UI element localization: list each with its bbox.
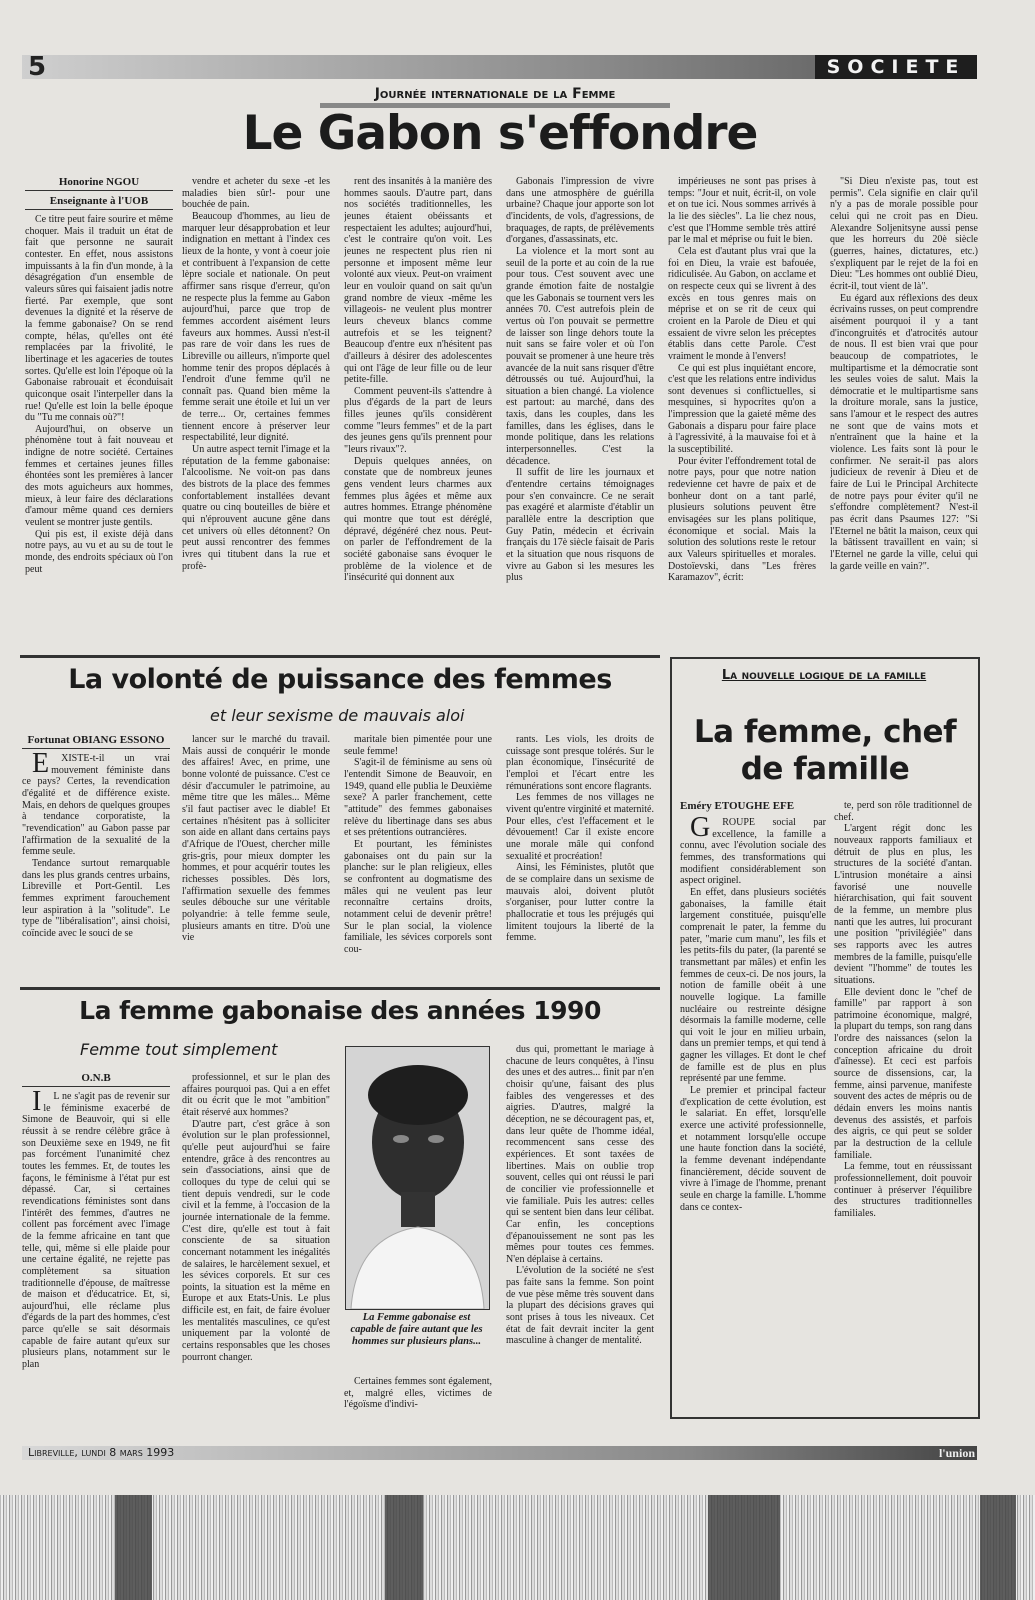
paragraph: D'autre part, c'est grâce à son évolution sur le plan professionnel, qu'elle peut aujourd'hui se faire entendre, grâce à des rencontres au sein d'associations, ainsi que de colloques du type de celui qui se tient depuis vendredi, sur le code civil et la femme, à l'occasion de la journée internationale de la femme. C'est dire, qu'elle est tout à fait consciente de sa situation concernant notamment les inégalités de salaires, le harcèlement sexuel, et les sévices corporels. Et sur ces points, la situation est la même en Europe et aux Etats-Unis. Le plus difficile est, en fait, de faire évoluer les mentalités masculines, ce qu'est uniquement par la volonté de certains responsables que les choses pourront changer. <box>182 1118 330 1363</box>
article1-column-3 <box>344 176 492 646</box>
article2-headline: La volonté de puissance des femmes <box>68 664 612 695</box>
divider <box>20 655 660 658</box>
article-text <box>25 214 173 575</box>
paragraph: Un autre aspect ternit l'image et la réputation de la femme gabonaise: l'alcoolisme. Ne voit-on pas dans des bistrots de la place des femmes confortablement installées devant quatre ou cinq bouteilles de bière et qui n'éprouvent aucune gêne dans cet univers où elles détonnent? On peut aussi rencontrer des femmes ivres qui titubent dans la rue et profè- <box>182 444 330 572</box>
article-text <box>182 734 330 944</box>
scan-noise <box>0 1495 1035 1600</box>
article-text <box>680 812 826 1213</box>
article2-subtitle: et leur sexisme de mauvais aloi <box>210 706 465 725</box>
paragraph: Depuis quelques années, on constate que de nombreux jeunes gens vendent leurs charmes aux femmes plus âgées et même aux autres hommes. Etrange phénomène qui montre que tout est déréglé, dépravé, dégénéré chez nous. Peut-on parler de l'effondrement de la société gabonaise sans évoquer le problème de la violence et de l'insécurité qui donnent aux <box>344 455 492 584</box>
article1-column-6 <box>830 176 978 646</box>
article-text <box>506 734 654 944</box>
paragraph: Aujourd'hui, on observe un phénomène tout à fait nouveau et indigne de notre société. Certaines femmes et certaines jeunes filles éhontées sont les premières à lancer des mots aguicheurs aux hommes, mieux, à leur faire des déclarations d'amour même quand ces derniers veulent se montrer juste gentils. <box>25 423 173 529</box>
paragraph: Cela est d'autant plus vrai que la foi en Dieu, la vraie est bafouée, ridiculisée. Au Gabon, on acclame et on respecte ceux qui se livrent à des excès en tous genres mais on méprise et on se rit de ceux qui croient en la Parole de Dieu et qui essaient de vivre selon les préceptes établis dans cette Parole. C'est vraiment le monde à l'envers! <box>668 245 816 362</box>
paragraph: rent des insanités à la manière des hommes saouls. D'autre part, dans nos sociétés traditionnelles, les jeunes étaient obéissants et respectaient les adultes; aujourd'hui, c'est le contraire qu'on voit. Les jeunes ne respectent plus rien ni personne et imposent même leur volonté aux vieux. Peut-on vraiment leur en vouloir quand on sait qu'un grand nombre de vieux -même les villageois- ne veulent plus montrer leurs cheveux blancs comme autrefois et se les teignent? Beaucoup d'entre eux n'hésitent pas d'ailleurs à désirer des adolescentes qui ont l'âge de leur fille ou de leur petite-fille. <box>344 176 492 386</box>
article2-column-4 <box>506 734 654 979</box>
article4-column-1 <box>680 800 826 1412</box>
article1-author: Honorine NGOU <box>25 176 173 191</box>
scan-stripe <box>115 1495 152 1600</box>
paragraph: GROUPE social par excellence, la famille a connu, avec l'évolution sociale des femmes, des transformations qui modifient considérablement son aspect originel. <box>680 812 826 887</box>
paragraph: Ce qui est plus inquiétant encore, c'est que les relations entre individus sont devenues si conflictuelles, si mesquines, si hypocrites qu'on a l'impression que la gaieté même des Gabonais a disparu pour faire place à l'agressivité, à la mauvaise foi et à la susceptibilité. <box>668 362 816 456</box>
article-text <box>344 1376 492 1411</box>
paragraph: EXISTE-t-il un vrai mouvement féministe dans ce pays? Certes, la revendication d'égalité et de différence existe. Mais, en dehors de quelques groupes à tendance corporatiste, la "revendication" au Gabon passe par l'affirmation de la sexualité de la femme seule. <box>22 748 170 858</box>
paragraph: En effet, dans plusieurs sociétés gabonaises, la famille était largement constituée, puisqu'elle comprenait le pater, la femme du pater, "marie cum manu", les fils et les petits-fils du pater, (la parenté se transmettant par mâles) et enfin les femmes de ceux-ci. De nos jours, la notion de famille obéit à une nouvelle logique. La famille nucléaire ou restreinte désigne désormais la famille moderne, celle qui voit le jour en milieu urbain, dans un premier temps, et qui tend à gagner les villages. Et dont le chef de famille est de plus en plus représenté par une femme. <box>680 886 826 1085</box>
paragraph: Pour éviter l'effondrement total de notre pays, pour que notre nation redevienne cet havre de paix et de bonheur dont on a tant parlé, plusieurs solutions peuvent être envisagées sur les plans politique, économique et social. Mais la solution des solutions reste le retour aux Valeurs spirituelles et morales. Dostoïevski, dans "Les frères Karamazov", écrit: <box>668 455 816 584</box>
article-text <box>344 734 492 955</box>
paragraph: lancer sur le marché du travail. Mais aussi de conquérir le monde des affaires! Avec, en prime, une bonne volonté de puissance. C'est ce désir d'accumuler le patrimoine, au même titre que les mâles... Même s'il faut pactiser avec le diable! Et certaines n'hésitent pas à solliciter son aide en allant dans certains pays d'Afrique de l'Ouest, chercher mille gris-gris, pour mieux dompter les hommes, et pour acquérir toutes les richesses possibles. Dès lors, l'affirmation sexuelle des femmes seules débouche sur une véritable polyandrie: à telle femme seule, plusieurs amants en titre. D'où une vie <box>182 734 330 944</box>
paragraph: Comment peuvent-ils s'attendre à plus d'égards de la part de leurs filles jeunes qu'ils considèrent comme "leurs femmes" et de la part des jeunes gens qu'ils prennent pour "leurs rivaux"?. <box>344 385 492 456</box>
article4-author: Eméry ETOUGHE EFE <box>680 800 795 812</box>
photo-caption: La Femme gabonaise est capable de faire autant que les hommes sur plusieurs plans... <box>350 1312 483 1347</box>
paragraph: maritale bien pimentée pour une seule femme! <box>344 734 492 757</box>
paragraph: Ce titre peut faire sourire et même choquer. Mais il traduit un état de fait que personne ne saurait contester. En effet, nous assistons impuissants à la fin d'un monde, à la désagrégation d'un ensemble de valeurs sûres qui faisaient jadis notre fierté. Par exemple, que sont devenues la dignité et la réserve de la femme gabonaise? On se rend compte, hélas, qu'elles ont été remplacées par la frivolité, le libertinage et les agaceries de toutes sortes. Qu'elle est loin l'époque où la Gabonaise rabrouait et éconduisait quiconque osait l'interpeller dans la rue! Qu'elle est loin la belle époque du "Tu me connais où?"! <box>25 214 173 424</box>
article4-headline: La femme, chef de famille <box>693 714 957 787</box>
article-text <box>22 748 170 940</box>
paragraph: Et pourtant, les féministes gabonaises ont du pain sur la planche: sur le plan religieux, elles se confrontent au dogmatisme des mâles qui ne veulent pas leur reconnaître certains droits, notamment celui de devenir prêtre! Sur le plan social, la violence familiale, les sévices corporels sont cou- <box>344 838 492 955</box>
paragraph: impérieuses ne sont pas prises à temps: "Jour et nuit, écrit-il, on vole et on tue ici. Nous sommes arrivés à la lie des siècles". La lie chez nous, c'est que l'Homme semble très attiré par le mal et méprise ou fuit le bien. <box>668 176 816 246</box>
headline-kicker: Journée internationale de la Femme <box>320 86 670 108</box>
paragraph: Le premier et principal facteur d'explication de cette évolution, est le salariat. En effet, lorsqu'elle exerce une activité professionnelle, et notamment lorsqu'elle occupe une haute fonction dans la société, la femme devenant indépendante financièrement, décide souvent de vivre à l'image de l'homme, prenant seule en charge la famille. L'homme dans ce contex- <box>680 1085 826 1213</box>
paragraph: La femme, tout en réussissant professionnellement, doit pouvoir continuer à préserver l'équilibre des structures traditionnelles familiales. <box>834 1161 972 1219</box>
article3-column-2 <box>182 1072 330 1422</box>
article1-column-1 <box>25 176 173 646</box>
paragraph: Ainsi, les Féministes, plutôt que de se complaire dans un sexisme de mauvais aloi, doivent plutôt s'organiser, pour lutter contre la phallocratie et tous les préjugés qui limitent toujours la liberté de la femme. <box>506 862 654 944</box>
article-text <box>506 1044 654 1347</box>
newspaper-brand: l'union <box>938 1446 975 1460</box>
paragraph: vendre et acheter du sexe -et les maladies bien sûr!- pour une bouchée de pain. <box>182 176 330 211</box>
footer-dateline: Libreville, lundi 8 mars 1993 <box>28 1446 175 1459</box>
paragraph: La violence et la mort sont au seuil de la porte et au coin de la rue pour tous. C'est souvent avec une grande émotion faite de nostalgie que les Gabonais se tournent vers les années 70. C'est autrefois plein de vertus où l'on pouvait se permettre de laisser son linge dehors toute la nuit sans se faire voler et où l'on pouvait se promener à une heure très avancée de la nuit sans risquer d'être détroussés ou tué. Aujourd'hui, la situation a bien changé. La violence est partout: au marché, dans des taxis, dans les couples, dans les familles, dans les églises, dans le monde politique, dans les relations interpersonnelles. C'est la décadence. <box>506 245 654 467</box>
article2-column-3 <box>344 734 492 979</box>
paragraph: Beaucoup d'hommes, au lieu de marquer leur désapprobation et leur indignation en mettant à l'index ces lieux de la honte, y vont à coeur joie et contribuent à l'expansion de cette lèpre sociale et nationale. On peut affirmer sans risque d'erreur, qu'on ne respecte plus la femme au Gabon aujourd'hui, parce que trop de femmes accordent aisément leurs faveurs aux hommes. Aussi n'est-il pas rare de voir dans les rues de Libreville ou ailleurs, n'importe quel homme tenir des propos déplacés à l'endroit d'une femme qu'il ne connaît pas. Quand bien même la femme serait une étoile et lui un ver de terre... Or, certaines femmes tiennent encore à préserver leur respectabilité, leur dignité. <box>182 210 330 444</box>
paragraph: professionnel, et sur le plan des affaires pourquoi pas. Qui a en effet dit ou écrit que le mot "ambition" était réservé aux hommes? <box>182 1072 330 1118</box>
page-number: 5 <box>28 52 47 82</box>
article-text <box>834 800 972 1220</box>
paragraph: L'argent régit donc les nouveaux rapports familiaux et détruit de plus en plus, les structures de la société d'antan. L'intrusion monétaire a ainsi favorisé une nouvelle hiérarchisation, qui fait souvent de la femme, un membre plus nanti que les autres, lui procurant une position "privilégiée" dans ses rapports avec les autres membres de la famille, puisqu'elle devient "l'homme" de toutes les situations. <box>834 823 972 986</box>
paragraph: Elle devient donc le "chef de famille" par rapport à son patrimoine économique, malgré, la plupart du temps, son rang dans l'ordre des naissances (selon la conception africaine du droit d'aînesse). Et ceci est parfois source de dissensions, car, la femme, ainsi parvenue, manifeste souvent des actes de mépris ou de dédain envers les moins nantis devenus des assistés, et parfois des aigris, ce qui peut se solder par la destruction de la cellule familiale. <box>834 986 972 1161</box>
article3-author: O.N.B <box>22 1072 170 1087</box>
article-text <box>830 176 978 572</box>
paragraph: L'évolution de la société ne s'est pas faite sans la femme. Son point de vue pèse même très souvent dans la plupart des décisions graves qui sont prises à tous les niveaux. Cet état de fait devrait inciter la gent masculine à changer de mentalité. <box>506 1265 654 1347</box>
article3-headline: La femme gabonaise des années 1990 <box>79 996 601 1025</box>
scan-stripe <box>980 1495 1016 1600</box>
paragraph: te, perd son rôle traditionnel de chef. <box>834 800 972 823</box>
article2-column-2 <box>182 734 330 979</box>
paragraph: IL ne s'agit pas de revenir sur le féminisme exacerbé de Simone de Beauvoir, qui si elle réussit à se rendre célèbre grâce à son Deuxième sexe en 1949, ne fit pas forcément l'unanimité chez toutes les femmes. Et, de toutes les façons, le féminisme à l'état pur est dépassé. Car, si certaines revendications féministes sont dans l'intérêt des femmes, d'autres ne collent pas forcément avec l'image de la femme africaine en tant que telle, qui, même si elle plaide pour une certaine égalité, ne rejette pas complètement sa situation traditionnelle d'épouse, de maîtresse de maison et d'éducatrice. Et, si, aujourd'hui, elle réclame plus d'égards de la part des hommes, c'est parce qu'elle se sait désormais capable de faire autant qu'eux sur plusieurs plans, notamment sur le plan <box>22 1086 170 1371</box>
article3-subtitle: Femme tout simplement <box>80 1040 278 1059</box>
article3-column-4 <box>506 1044 654 1424</box>
article-text <box>506 176 654 584</box>
paragraph: rants. Les viols, les droits de cuissage sont presque tolérés. Sur le plan économique, l'insécurité de l'emploi et l'écart entre les rémunérations sont encore flagrants. <box>506 734 654 792</box>
article1-author-role: Enseignante à l'UOB <box>25 195 173 210</box>
paragraph: Gabonais l'impression de vivre dans une atmosphère de guérilla urbaine? Chaque jour apporte son lot d'incidents, de vols, d'agressions, de braquages, de rapts, de prélèvements d'organes, d'assassinats, etc. <box>506 176 654 246</box>
article3-column-3 <box>344 1376 492 1424</box>
article-text <box>182 176 330 572</box>
article1-column-4 <box>506 176 654 646</box>
article1-column-2 <box>182 176 330 646</box>
paragraph: dus qui, promettant le mariage à chacune de leurs conquêtes, à l'insu des unes et des autres... finit par n'en choisir qu'une, faisant des plus faibles des vengeresses et des aigries. D'autres, malgré la déception, ne se découragent pas, et, dans leur quête de l'homme idéal, recommencent sans cesse des expériences. Et sont taxées de libertines. Mais on oublie trop souvent, celles qui ont réussi le pari de concilier vie professionnelle et vie familiale. Puis les autres: celles qui se sentent bien dans leur célibat. Car enfin, les conceptions d'épanouissement ne sont pas les mêmes pour toutes ces femmes. N'en déplaise à certains. <box>506 1044 654 1265</box>
article2-author: Fortunat OBIANG ESSONO <box>22 734 170 749</box>
paragraph: Certaines femmes sont également, et, malgré elles, victimes de l'égoïsme d'indivi- <box>344 1376 492 1411</box>
article3-column-1 <box>22 1072 170 1422</box>
paragraph: Tendance surtout remarquable dans les plus grands centres urbains, Libreville et Port-Gentil. Les femmes expriment farouchement leur aspiration à la "solitude". Le type de "libéralisation", ainsi choisi, coïncide avec le souci de se <box>22 857 170 939</box>
article1-column-5 <box>668 176 816 646</box>
main-headline: Le Gabon s'effondre <box>242 106 758 161</box>
divider <box>20 987 660 990</box>
paragraph: Eu égard aux réflexions des deux écrivains russes, on peut comprendre aisément pourquoi il y a tant d'incongruités et d'atrocités autour de nous. Il est bien vrai que pour beaucoup de compatriotes, le multipartisme et la démocratie sont les seules voies de salut. Mais la démocratie et le multipartisme sans la droiture morale, sans la justice, sans l'amour et le respect des autres ne sont que de vains mots et n'entraînent que la haine et la violence. Les faits sont là pour le confirmer. Ne serait-il pas alors judicieux de revenir à Dieu et de faire de Lui le Principal Architecte de notre pays pour éviter qu'il ne s'effondre complètement? N'est-il pas écrit dans Psaumes 127: "Si l'Eternel ne bâtit la maison, ceux qui la bâtissent travaillent en vain; si l'Eternel ne garde la ville, celui qui la garde veille en vain?". <box>830 292 978 572</box>
article4-column-2 <box>834 800 972 1412</box>
article2-column-1 <box>22 734 170 979</box>
paragraph: S'agit-il de féminisme au sens où l'entendit Simone de Beauvoir, en 1949, quand elle publia le Deuxième sexe? A parler franchement, cette "attitude" des femmes gabonaises relève du libertinage dans ses abus et ses prétentions outrancières. <box>344 757 492 839</box>
article4-kicker: La nouvelle logique de la famille <box>721 668 927 683</box>
paragraph: Les femmes de nos villages ne vivent qu'entre virginité et maternité. Pour elles, c'est l'effacement et le dévouement! Car il existe encore une morale mâle qui confond sexualité et procréation! <box>506 792 654 862</box>
article-text <box>668 176 816 584</box>
section-label: SOCIETE <box>815 55 977 79</box>
scan-stripe <box>708 1495 780 1600</box>
article-text <box>22 1086 170 1371</box>
article-text <box>344 176 492 584</box>
paragraph: Qui pis est, il existe déjà dans notre pays, au vu et au su de tout le monde, des endroits spéciaux où l'on peut <box>25 528 173 575</box>
article-text <box>182 1072 330 1363</box>
photo-young-woman <box>345 1046 490 1310</box>
paragraph: "Si Dieu n'existe pas, tout est permis". Cela signifie en clair qu'il n'y a pas de morale possible pour celui qui ne croit pas en Dieu. Alexandre Soljenitsyne aussi pense que les horreurs du 20è siècle (guerres, haines, dictatures, etc.) s'expliquent par le rejet de la foi en Dieu: "Les hommes ont oublié Dieu, écrit-il, tout vient de là". <box>830 176 978 292</box>
scan-stripe <box>385 1495 423 1600</box>
paragraph: Il suffit de lire les journaux et d'entendre certains témoignages pour s'en convaincre. Ce ne serait pas exagéré et alarmiste d'établir un parallèle entre la description que Guy Patin, médecin et écrivain français du 17è siècle faisait de Paris et la situation que nous risquons de vivre au Gabon si les mesures les plus <box>506 467 654 584</box>
